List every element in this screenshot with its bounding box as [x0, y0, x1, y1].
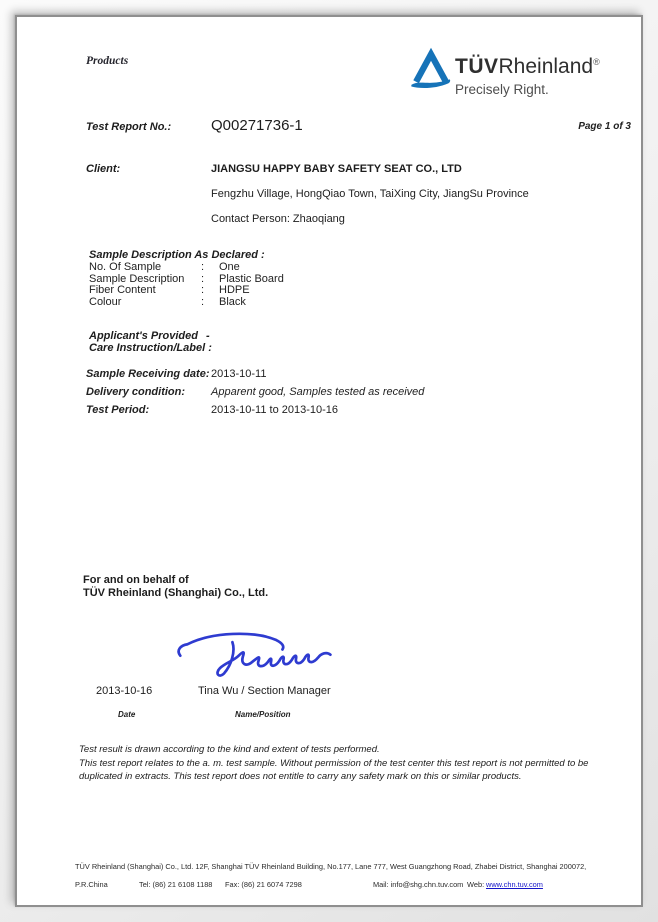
- client-name: JIANGSU HAPPY BABY SAFETY SEAT CO., LTD: [211, 163, 462, 175]
- behalf-line1: For and on behalf of: [83, 574, 189, 586]
- sample-description-heading: Sample Description As Declared :: [89, 249, 265, 261]
- row-separator: :: [201, 261, 205, 273]
- logo-rheinland-text: Rheinland: [498, 55, 594, 78]
- signer-name-position: Tina Wu / Section Manager: [198, 685, 331, 697]
- tuv-triangle-icon: [409, 47, 453, 93]
- disclaimer-line3: duplicated in extracts. This test report does not entitle to carry any safety mark on this or similar products.: [79, 771, 522, 782]
- doc-type-label: Products: [86, 55, 129, 67]
- dates-table: [86, 365, 424, 419]
- care-instruction-label: [89, 330, 212, 354]
- care-label-line2: Care Instruction/Label :: [89, 342, 212, 354]
- footer-address: TÜV Rheinland (Shanghai) Co., Ltd. 12F, Shanghai TÜV Rheinland Building, No.177, Lane 777, West Guangzhong Road, Zhabei District, Shanghai 200072,: [75, 862, 587, 871]
- signature-image: [173, 621, 345, 681]
- footer-country: P.R.China: [75, 880, 108, 889]
- registered-mark-icon: ®: [593, 57, 600, 67]
- table-row: [89, 297, 284, 309]
- table-row: [86, 383, 424, 401]
- client-label: Client:: [86, 163, 121, 175]
- report-number-label: Test Report No.:: [86, 121, 172, 133]
- page-indicator: Page 1 of 3: [578, 121, 631, 132]
- row-value: Apparent good, Samples tested as received: [211, 386, 425, 398]
- client-address: Fengzhu Village, HongQiao Town, TaiXing City, JiangSu Province: [211, 188, 529, 200]
- row-label: No. Of Sample: [89, 261, 162, 273]
- client-contact-person: Contact Person: Zhaoqiang: [211, 213, 345, 225]
- footer-email: Mail: info@shg.chn.tuv.com: [373, 880, 464, 889]
- report-number-value: Q00271736-1: [211, 117, 303, 134]
- footer-fax: Fax: (86) 21 6074 7298: [225, 880, 302, 889]
- care-label-line1: Applicant's Provided: [89, 330, 198, 342]
- disclaimer-line2: This test report relates to the a. m. test sample. Without permission of the test center this test report is not permitted to be: [79, 757, 589, 769]
- row-value: One: [219, 261, 240, 273]
- disclaimer-line1: Test result is drawn according to the kind and extent of tests performed.: [79, 744, 380, 755]
- row-value: 2013-10-11: [211, 368, 267, 380]
- row-label: Delivery condition:: [86, 386, 186, 398]
- logo-tagline: Precisely Right.: [455, 82, 549, 97]
- on-behalf-of-block: [83, 574, 268, 600]
- footer-web-link[interactable]: www.chn.tuv.com: [486, 880, 543, 889]
- table-row: [89, 262, 284, 274]
- behalf-line2: TÜV Rheinland (Shanghai) Co., Ltd.: [83, 587, 269, 599]
- disclaimer-text: [79, 743, 588, 784]
- row-label: Sample Receiving date:: [86, 368, 210, 380]
- row-value: HDPE: [219, 284, 250, 297]
- row-label: Fiber Content: [89, 284, 156, 297]
- row-value: Black: [219, 295, 246, 308]
- client-info: [211, 163, 529, 238]
- signing-date-value: 2013-10-16: [96, 685, 153, 697]
- sample-description-table: [89, 262, 284, 308]
- row-label: Sample Description: [89, 272, 185, 285]
- row-label: Colour: [89, 295, 122, 308]
- row-value: 2013-10-11 to 2013-10-16: [211, 404, 339, 416]
- test-report-page: [15, 15, 643, 907]
- footer-web-label: Web:: [467, 880, 485, 889]
- table-row: [86, 401, 424, 419]
- logo-tuv-text: TÜV: [455, 55, 499, 78]
- row-label: Test Period:: [86, 404, 150, 416]
- footer-telephone: Tel: (86) 21 6108 1188: [139, 880, 213, 889]
- tuv-rheinland-logo: [455, 55, 600, 97]
- row-separator: :: [201, 272, 205, 285]
- table-row: [86, 365, 424, 383]
- name-position-label: Name/Position: [235, 710, 291, 719]
- row-value: Plastic Board: [219, 272, 284, 285]
- date-label: Date: [118, 710, 136, 719]
- row-separator: :: [201, 284, 205, 297]
- care-instruction-value: -: [206, 330, 210, 342]
- row-separator: :: [201, 295, 205, 308]
